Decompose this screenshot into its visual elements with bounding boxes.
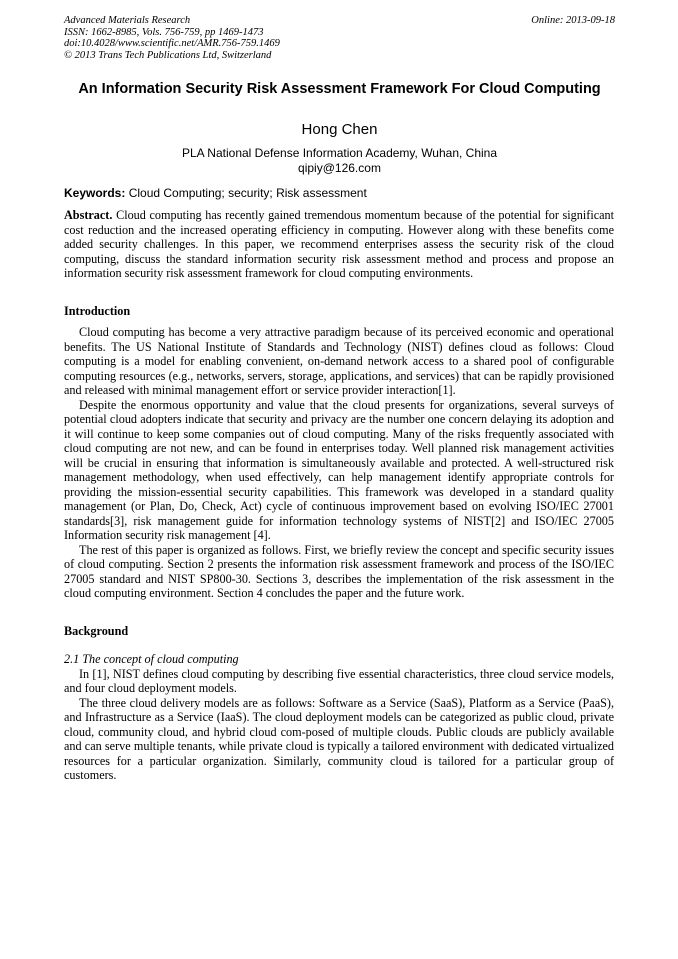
section-heading-introduction: Introduction	[64, 303, 131, 318]
background-paragraph: In [1], NIST defines cloud computing by describing five essential characteristics, three cloud service models, and four cloud deployment models.	[64, 666, 614, 695]
keywords-text: Cloud Computing; security; Risk assessment	[128, 186, 367, 200]
section-heading-background: Background	[64, 623, 129, 638]
background-paragraph: The three cloud delivery models are as follows: Software as a Service (SaaS), Platform as a Service (PaaS), and Infrastructure as a Service (IaaS). The cloud deployment models can be categorized as public cloud, private cloud, community cloud, and hybrid cloud com-posed of multiple clouds. Public clouds are publicly available and can serve multiple tenants, while private cloud is typically a tailored environment with dedicated virtualized resources for a particular organization. Similarly, community cloud is tailored for a particular group of customers.	[64, 695, 614, 782]
journal-copyright: © 2013 Trans Tech Publications Ltd, Switzerland	[64, 49, 272, 61]
intro-paragraph: Despite the enormous opportunity and value that the cloud presents for organizations, several surveys of potential cloud adopters indicate that security and privacy are the number one concern delaying its adoption and it will continue to keep some companies out of cloud computing. Many of the risks frequently associated with cloud computing are not new, and can be found in enterprises today. Well planned risk management activities will be crucial in ensuring that information is simultaneously available and protected. A well-structured risk management methodology, when used effectively, can help management identify appropriate controls for providing the mission-essential security capabilities. This framework was developed in a standard quality management (or Plan, Do, Check, Act) cycle of continuous improvement based on evolving ISO/IEC 27001 standards[3], risk management guide for information technology systems of NIST[2] and ISO/IEC 27005 Information security risk management [4].	[64, 397, 614, 542]
author-email: qipiy@126.com	[298, 161, 381, 175]
paper-title: An Information Security Risk Assessment Framework For Cloud Computing	[78, 81, 601, 97]
intro-paragraph: The rest of this paper is organized as follows. First, we briefly review the concept and specific security issues of cloud computing. Section 2 presents the information risk assessment framework and process of the ISO/IEC 27005 standard and NIST SP800-30. Sections 3, describes the implementation of the risk assessment in the cloud computing environment. Section 4 concludes the paper and the future work.	[64, 542, 614, 600]
journal-header	[64, 15, 615, 61]
paper-body	[64, 208, 614, 783]
affiliation: PLA National Defense Information Academy, Wuhan, China	[181, 146, 498, 160]
journal-doi: doi:10.4028/www.scientific.net/AMR.756-759.1469	[64, 38, 280, 49]
author-affiliation-block	[64, 146, 615, 176]
journal-issn: ISSN: 1662-8985, Vols. 756-759, pp 1469-1473	[64, 26, 264, 38]
abstract-label: Abstract.	[64, 208, 113, 222]
keywords	[64, 186, 615, 201]
journal-name: Advanced Materials Research	[64, 15, 191, 26]
author-name: Hong Chen	[301, 121, 378, 138]
keywords-label: Keywords:	[64, 186, 126, 200]
abstract	[64, 208, 614, 281]
online-date: Online: 2013-09-18	[531, 15, 615, 26]
intro-paragraph: Cloud computing has become a very attractive paradigm because of its perceived economic and operational benefits. The US National Institute of Standards and Technology (NIST) defines cloud as follows: Cloud computing is a model for enabling convenient, on-demand network access to a shared pool of configurable computing resources (e.g., networks, servers, storage, applications, and services) that can be rapidly provisioned and released with minimal management effort or service provider interaction[1].	[64, 325, 614, 397]
subsection-heading: 2.1 The concept of cloud computing	[64, 652, 239, 666]
abstract-text: Cloud computing has recently gained tremendous momentum because of the potential for significant cost reduction and the increased operating efficiency in computing. However along with these benefits come added security challenges. In this paper, we recommend enterprises assess the security risk of the cloud computing, discuss the standard information security risk assessment method and process and propose an information security risk assessment framework for cloud computing environments.	[64, 208, 615, 280]
